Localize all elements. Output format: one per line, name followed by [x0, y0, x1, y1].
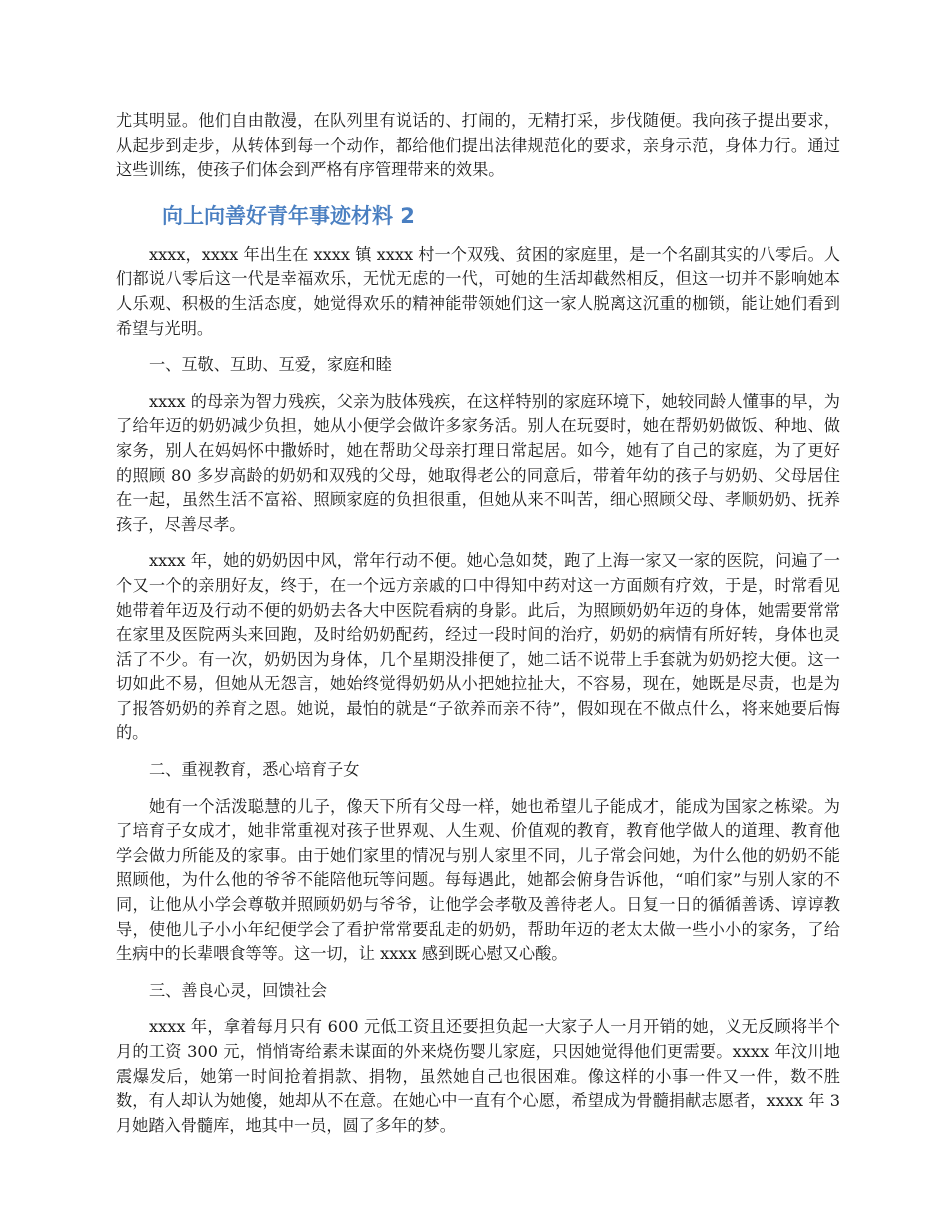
document-page: [116, 109, 840, 1150]
paragraph-2: xxxx 的母亲为智力残疾，父亲为肢体残疾，在这样特别的家庭环境下，她较同龄人懂事的早，为了给年迈的奶奶减少负担，她从小便学会做许多家务活。别人在玩耍时，她在帮奶奶做饭、种地、做家务，别人在妈妈怀中撒娇时，她在帮助父母亲打理日常起居。如今，她有了自己的家庭，为了更好的照顾 80 多岁高龄的奶奶和双残的父母，她取得老公的同意后，带着年幼的孩子与奶奶、父母居住在一起，虽然生活不富裕、照顾家庭的负担很重，但她从来不叫苦，细心照顾父母、孝顺奶奶、抚养孩子，尽善尽孝。: [116, 391, 840, 534]
intro-paragraph: 尤其明显。他们自由散漫，在队列里有说话的、打闹的，无精打采，步伐随便。我向孩子提出要求，从起步到走步，从转体到每一个动作，都给他们提出法律规范化的要求，亲身示范，身体力行。通过这些训练，使孩子们体会到严格有序管理带来的效果。: [116, 111, 840, 180]
paragraph-1: xxxx，xxxx 年出生在 xxxx 镇 xxxx 村一个双残、贫困的家庭里，是一个名副其实的八零后。人们都说八零后这一代是幸福欢乐，无忧无虑的一代，可她的生活却截然相反，但这一切并不影响她本人乐观、积极的生活态度，她觉得欢乐的精神能带领她们这一家人脱离这沉重的枷锁，能让她们看到希望与光明。: [116, 244, 840, 338]
paragraph-3: xxxx 年，她的奶奶因中风，常年行动不便。她心急如焚，跑了上海一家又一家的医院，问遍了一个又一个的亲朋好友，终于，在一个远方亲戚的口中得知中药对这一方面颇有疗效，于是，时常看见她带着年迈及行动不便的奶奶去各大中医院看病的身影。此后，为照顾奶奶年迈的身体，她需要常常在家里及医院两头来回跑，及时给奶奶配药，经过一段时间的治疗，奶奶的病情有所好转，身体也灵活了不少。有一次，奶奶因为身体，几个星期没排便了，她二话不说带上手套就为奶奶挖大便。这一切如此不易，但她从无怨言，她始终觉得奶奶从小把她拉扯大，不容易，现在，她既是尽责，也是为了报答奶奶的养育之恩。她说，最怕的就是“子欲养而亲不待”，假如现在不做点什么，将来她要后悔的。: [116, 551, 840, 743]
section-heading-3: 三、善良心灵，回馈社会: [149, 980, 328, 1000]
section-heading-1: 一、互敬、互助、互爱，家庭和睦: [149, 355, 392, 375]
paragraph-4: 她有一个活泼聪慧的儿子，像天下所有父母一样，她也希望儿子能成才，能成为国家之栋梁。为了培育子女成才，她非常重视对孩子世界观、人生观、价值观的教育，教育他学做人的道理、教育他学会做力所能及的家事。由于她们家里的情况与别人家里不同，儿子常会问她，为什么他的奶奶不能照顾他，为什么他的爷爷不能陪他玩等问题。每每遇此，她都会俯身告诉他，“咱们家”与别人家的不同，让他从小学会尊敬并照顾奶奶与爷爷，让他学会孝敬及善待老人。日复一日的循循善诱、谆谆教导，使他儿子小小年纪便学会了看护常常要乱走的奶奶，帮助年迈的老太太做一些小小的家务，了给生病中的长辈喂食等等。这一切，让 xxxx 感到既心慰又心酸。: [116, 796, 840, 964]
paragraph-5: xxxx 年，拿着每月只有 600 元低工资且还要担负起一大家子人一月开销的她，义无反顾将半个月的工资 300 元，悄悄寄给素未谋面的外来烧伤婴儿家庭，只因她觉得他们更需要。xxxx 年汶川地震爆发后，她第一时间抢着捐款、捐物，虽然她自己也很困难。像这样的小事一件又一件，数不胜数，有人却认为她傻，她却从不在意。在她心中一直有个心愿，希望成为骨髓捐献志愿者，xxxx 年 3 月她踏入骨髓库，地其中一员，圆了多年的梦。: [116, 1017, 840, 1135]
section-heading-2: 二、重视教育，悉心培育子女: [149, 760, 360, 780]
document-title: 向上向善好青年事迹材料 2: [162, 203, 415, 228]
